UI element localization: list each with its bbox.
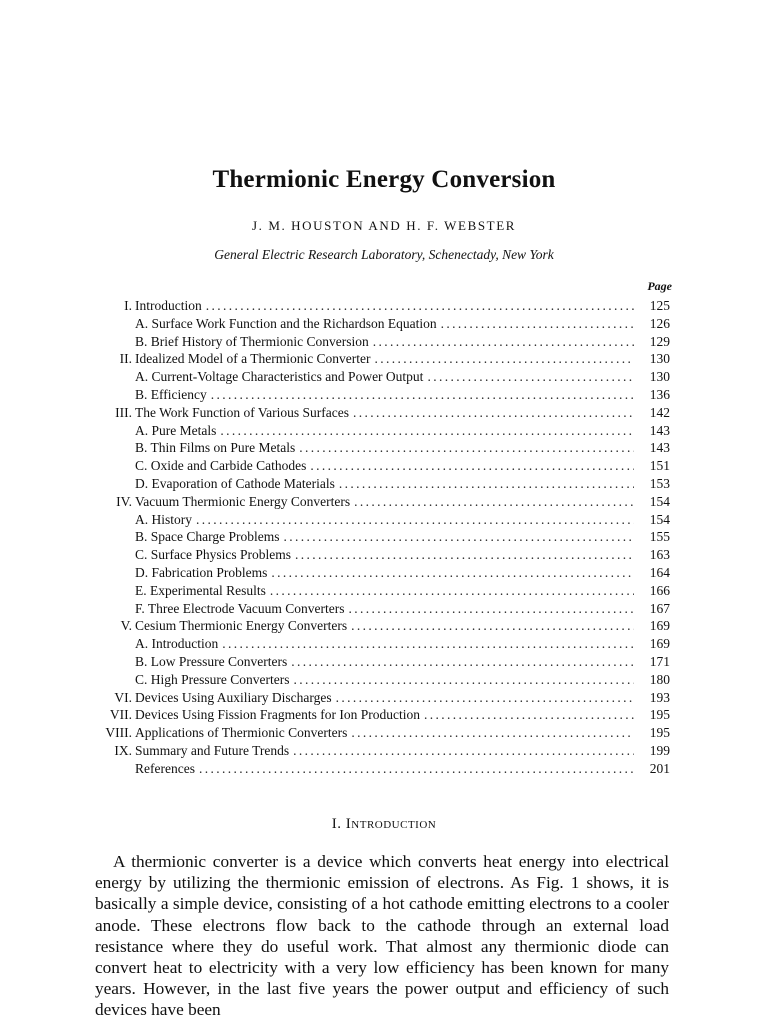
toc-entry-page: 130 <box>649 369 670 385</box>
toc-entry-line <box>135 582 634 600</box>
section-numeral: I. <box>331 816 342 832</box>
toc-entry-page: 195 <box>649 725 670 741</box>
toc-entry-title: F. Three Electrode Vacuum Converters <box>135 600 345 616</box>
toc-entry-page: 153 <box>649 475 670 491</box>
toc-entry-line <box>135 600 634 618</box>
toc-entry-number: V. <box>120 618 132 634</box>
toc-leader-dots <box>348 600 634 618</box>
toc-entry-number: II. <box>119 351 132 367</box>
toc-entry-page: 164 <box>649 564 670 580</box>
toc-entry-line <box>135 439 634 457</box>
toc-entry-title: A. Current-Voltage Characteristics and Power Output <box>135 369 424 385</box>
toc-leader-dots <box>211 386 634 404</box>
toc-leader-dots <box>299 439 634 457</box>
toc-entry-title: Devices Using Auxiliary Discharges <box>135 689 332 705</box>
toc-entry-line <box>135 564 634 582</box>
toc-leader-dots <box>283 528 634 546</box>
toc-entry-title: B. Brief History of Thermionic Conversion <box>135 333 369 349</box>
toc-entry <box>90 368 670 386</box>
toc-entry-page: 155 <box>649 529 670 545</box>
toc-entry-line <box>135 386 634 404</box>
toc-entry-title: D. Fabrication Problems <box>135 564 268 580</box>
toc-entry <box>90 653 670 671</box>
toc-entry-number: III. <box>115 404 132 420</box>
toc-entry-line <box>135 760 634 778</box>
paper-affiliation: General Electric Research Laboratory, Schenectady, New York <box>214 247 554 262</box>
toc-leader-dots <box>354 493 634 511</box>
toc-leader-dots <box>427 368 634 386</box>
toc-entry-title: C. Surface Physics Problems <box>135 547 291 563</box>
toc-entry-line <box>135 404 634 422</box>
toc-entry <box>90 350 670 368</box>
body-text <box>95 851 669 1021</box>
toc-entry-page: 169 <box>649 636 670 652</box>
toc-leader-dots <box>199 760 634 778</box>
toc-entry-title: B. Low Pressure Converters <box>135 653 288 669</box>
toc-entry-title: References <box>135 760 195 776</box>
toc-entry <box>90 742 670 760</box>
toc-entry-title: A. Pure Metals <box>135 422 217 438</box>
toc-entry-page: 125 <box>649 298 670 313</box>
toc-entry <box>90 724 670 742</box>
toc-entry-page: 171 <box>649 653 670 669</box>
toc-entry-page: 193 <box>649 689 670 705</box>
toc-entry <box>90 564 670 582</box>
toc-leader-dots <box>351 724 634 742</box>
toc-entry <box>90 475 670 493</box>
paper-title: Thermionic Energy Conversion <box>212 166 556 193</box>
toc-entry-line <box>135 653 634 671</box>
toc-entry-page: 136 <box>649 386 670 402</box>
toc-entry-number: IV. <box>116 493 132 509</box>
toc-entry-number: VIII. <box>105 725 132 741</box>
toc-entry-line <box>135 333 634 351</box>
body-paragraph: A thermionic converter is a device which converts heat energy into electrical energy by utilizing the thermionic emission of electrons. As Fig. 1 shows, it is basically a simple device, consisting of a hot cathode emitting electrons to a cooler anode. These electrons flow back to the cathode through an external load resistance where they do useful work. That almost any thermionic diode can convert heat to electricity with a very low efficiency has been known for many years. However, in the last five years the power output and efficiency of such devices have been <box>95 852 669 1020</box>
toc-entry-page: 195 <box>649 707 670 723</box>
toc-entry-title: B. Space Charge Problems <box>135 529 280 545</box>
toc-entry-title: A. Introduction <box>135 636 219 652</box>
toc-leader-dots <box>336 689 634 707</box>
toc-entry-title: D. Evaporation of Cathode Materials <box>135 475 335 491</box>
toc-entry-title: Introduction <box>135 298 202 313</box>
toc-leader-dots <box>222 635 634 653</box>
toc-entry-page: 129 <box>649 333 670 349</box>
toc-entry <box>90 422 670 440</box>
toc-entry-line <box>135 706 634 724</box>
toc-entry-line <box>135 350 634 368</box>
toc-entry-page: 199 <box>649 742 670 758</box>
toc-entry <box>90 706 670 724</box>
toc-leader-dots <box>310 457 634 475</box>
toc-entry-title: C. Oxide and Carbide Cathodes <box>135 458 307 474</box>
toc-entry-line <box>135 422 634 440</box>
toc-leader-dots <box>291 653 634 671</box>
toc-entry-page: 201 <box>649 760 670 776</box>
toc-entry-page: 154 <box>649 493 670 509</box>
toc-entry-page: 154 <box>649 511 670 527</box>
toc-entry-line <box>135 689 634 707</box>
toc-entry-title: Devices Using Fission Fragments for Ion Production <box>135 707 420 723</box>
toc-entry-line <box>135 368 634 386</box>
toc-entry-page: 130 <box>649 351 670 367</box>
toc-entry-title: C. High Pressure Converters <box>135 671 290 687</box>
toc-entry-line <box>135 297 634 315</box>
toc-entry-title: A. Surface Work Function and the Richardson Equation <box>135 315 437 331</box>
toc-entry <box>90 635 670 653</box>
toc-leader-dots <box>220 422 634 440</box>
toc-leader-dots <box>196 511 634 529</box>
toc-entry-line <box>135 511 634 529</box>
toc-entry-number: I. <box>124 298 132 313</box>
toc-entry <box>90 386 670 404</box>
toc-leader-dots <box>339 475 634 493</box>
toc-entry-line <box>135 493 634 511</box>
toc-entry-page: 166 <box>649 582 670 598</box>
toc-entry <box>90 617 670 635</box>
toc-entry <box>90 760 670 778</box>
toc-entry-title: The Work Function of Various Surfaces <box>135 404 350 420</box>
toc-entry <box>90 582 670 600</box>
toc-leader-dots <box>270 582 634 600</box>
table-of-contents <box>90 297 670 778</box>
toc-entry <box>90 297 670 315</box>
toc-entry-title: Summary and Future Trends <box>135 742 290 758</box>
toc-entry-line <box>135 742 634 760</box>
toc-entry-page: 167 <box>649 600 670 616</box>
toc-leader-dots <box>424 706 634 724</box>
toc-entry <box>90 333 670 351</box>
toc-leader-dots <box>206 297 634 315</box>
toc-leader-dots <box>375 350 634 368</box>
toc-entry-title: A. History <box>135 511 192 527</box>
section-title: Introduction <box>345 816 437 832</box>
toc-leader-dots <box>293 671 634 689</box>
toc-entry-line <box>135 635 634 653</box>
toc-leader-dots <box>271 564 634 582</box>
toc-entry-page: 143 <box>649 440 670 456</box>
toc-entry-line <box>135 671 634 689</box>
toc-entry-line <box>135 315 634 333</box>
toc-leader-dots <box>295 546 634 564</box>
toc-entry-page: 142 <box>649 404 670 420</box>
toc-leader-dots <box>373 333 634 351</box>
toc-entry <box>90 546 670 564</box>
paper-authors: J. M. HOUSTON AND H. F. WEBSTER <box>251 218 517 233</box>
toc-entry-line <box>135 546 634 564</box>
toc-entry <box>90 528 670 546</box>
toc-entry <box>90 315 670 333</box>
toc-page-column-label: Page <box>647 279 672 293</box>
toc-entry <box>90 457 670 475</box>
toc-entry-page: 169 <box>649 618 670 634</box>
section-heading <box>0 816 768 833</box>
toc-entry-title: Vacuum Thermionic Energy Converters <box>135 493 351 509</box>
toc-entry <box>90 404 670 422</box>
toc-entry-page: 151 <box>649 458 670 474</box>
toc-leader-dots <box>353 404 634 422</box>
toc-entry-title: Cesium Thermionic Energy Converters <box>135 618 348 634</box>
toc-entry-title: B. Efficiency <box>135 386 207 402</box>
toc-entry <box>90 689 670 707</box>
toc-entry-page: 163 <box>649 547 670 563</box>
toc-entry-number: VI. <box>114 689 132 705</box>
toc-entry-number: IX. <box>114 742 132 758</box>
toc-entry-line <box>135 617 634 635</box>
toc-leader-dots <box>293 742 634 760</box>
toc-leader-dots <box>441 315 634 333</box>
toc-entry-title: Applications of Thermionic Converters <box>135 725 348 741</box>
toc-entry <box>90 600 670 618</box>
toc-entry-line <box>135 457 634 475</box>
toc-entry-line <box>135 724 634 742</box>
toc-entry-line <box>135 528 634 546</box>
toc-leader-dots <box>351 617 634 635</box>
toc-entry <box>90 671 670 689</box>
toc-entry-page: 143 <box>649 422 670 438</box>
toc-entry <box>90 511 670 529</box>
toc-entry-page: 180 <box>649 671 670 687</box>
toc-entry-page: 126 <box>649 315 670 331</box>
toc-entry <box>90 493 670 511</box>
toc-entry-title: E. Experimental Results <box>135 582 266 598</box>
toc-entry-title: Idealized Model of a Thermionic Converter <box>135 351 371 367</box>
toc-entry <box>90 439 670 457</box>
toc-entry-line <box>135 475 634 493</box>
toc-entry-number: VII. <box>109 707 132 723</box>
toc-entry-title: B. Thin Films on Pure Metals <box>135 440 296 456</box>
